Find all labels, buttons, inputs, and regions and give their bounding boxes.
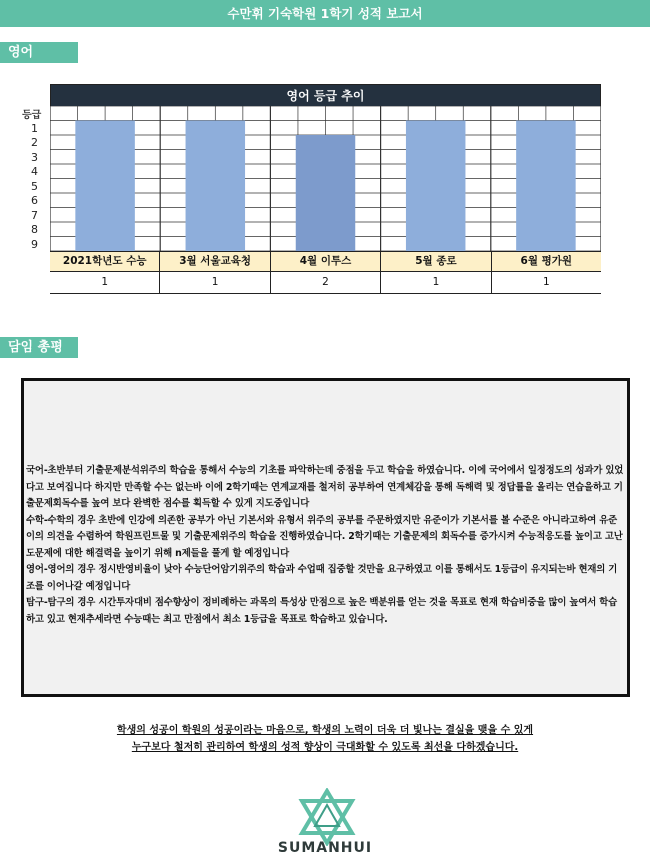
report-title-bar <box>0 0 650 27</box>
review-korean: 국어-초반부터 기출문제분석위주의 학습을 통해서 수능의 기초를 파악하는데 중점을 두고 학습을 하였습니다. 이에 국어에서 일정정도의 성과가 있었다고 보여집니다 하지만 만족할 수는 없는바 이에 2학기때는 연계교재를 철저히 공부하여 연계체감을 통해 독해력 및 정답률을 올리는 연습을하고 기출문제회독수를 높여 보다 완벽한 점수를 획득할 수 있게 지도중입니다 <box>26 465 624 509</box>
section-tag-review: 담임 총평 <box>0 337 78 358</box>
category-label: 6월 평가원 <box>520 255 573 267</box>
bar-1 <box>75 121 135 252</box>
category-label: 2021학년도 수능 <box>50 252 160 271</box>
y-axis-label: 등급 <box>22 110 42 121</box>
y-tick-label: 6 <box>31 194 38 207</box>
closing-line-2: 누구보다 철저히 관리하여 학생의 성적 향상이 극대화할 수 있도록 최선을 다하겠습니다. <box>131 742 519 753</box>
y-tick-label: 2 <box>31 136 38 149</box>
grade-value-label: 1 <box>542 276 550 288</box>
y-tick-label: 7 <box>31 208 38 222</box>
y-tick-label: 8 <box>31 223 38 236</box>
grade-bar-plot <box>50 106 601 251</box>
bar-5 <box>516 121 576 252</box>
closing-line-1: 학생의 성공이 학원의 성공이라는 마음으로, 학생의 노력이 더욱 더 빛나는 결실을 맺을 수 있게 <box>116 725 534 736</box>
y-tick-label: 1 <box>31 121 38 135</box>
review-math: 수학-수학의 경우 초반에 인강에 의존한 공부가 아닌 기본서와 유형서 위주의 공부를 주문하였지만 유준이가 기본서를 볼 수준은 아니라고하여 유준이의 의견을 수렴하여 학원프린트물 및 기출문제위주의 학습을 진행하였습니다. 2학기때는 기출문제의 회독수를 증가시켜 수능적응도를 높이고 고난도문제에 대한 해결력을 높이기 위해 n제들을 풀게 할 예정입니다 <box>26 514 623 559</box>
sumanhui-star-logo-icon <box>295 788 359 846</box>
category-label: 5월 종로 <box>381 252 491 271</box>
report-title: 수만휘 기숙학원 1학기 성적 보고서 <box>227 6 423 21</box>
bar-4 <box>406 121 466 252</box>
y-tick-label: 3 <box>31 150 38 164</box>
category-row <box>50 251 601 271</box>
brand-name: SUMANHUI <box>277 840 373 856</box>
grade-value-label: 1 <box>50 272 160 293</box>
y-tick-label: 9 <box>31 237 38 251</box>
grade-value-label: 1 <box>160 272 270 293</box>
section-tag-english: 영어 <box>0 42 78 63</box>
homeroom-review-box <box>21 378 630 697</box>
y-tick-label: 4 <box>31 165 38 178</box>
bar-3 <box>296 135 356 251</box>
chart-title: 영어 등급 추이 <box>51 85 600 107</box>
y-tick-label: 5 <box>31 179 38 193</box>
closing-statement <box>0 722 650 756</box>
review-english: 영어-영어의 경우 정시반영비율이 낮아 수능단어암기위주의 학습과 수업때 집중할 것만을 요구하였고 이를 통해서도 1등급이 유지되는바 현재의 기조를 이어나갈 예정입니다 <box>26 564 618 592</box>
grade-value-label: 2 <box>271 272 381 293</box>
value-row <box>50 271 601 293</box>
review-inquiry: 탐구-탐구의 경우 시간투자대비 점수향상이 정비례하는 과목의 특성상 만점으로 높은 백분위를 얻는 것을 목표로 현재 학습비중을 많이 높여서 학습하고 있고 현재추세라면 수능때는 최고 만점에서 최소 1등급을 목표로 학습하고 있습니다. <box>26 597 618 625</box>
category-label: 3월 서울교육청 <box>160 252 270 271</box>
bar-2 <box>186 121 246 252</box>
category-label: 4월 이투스 <box>271 252 381 271</box>
grade-value-label: 1 <box>381 272 491 293</box>
